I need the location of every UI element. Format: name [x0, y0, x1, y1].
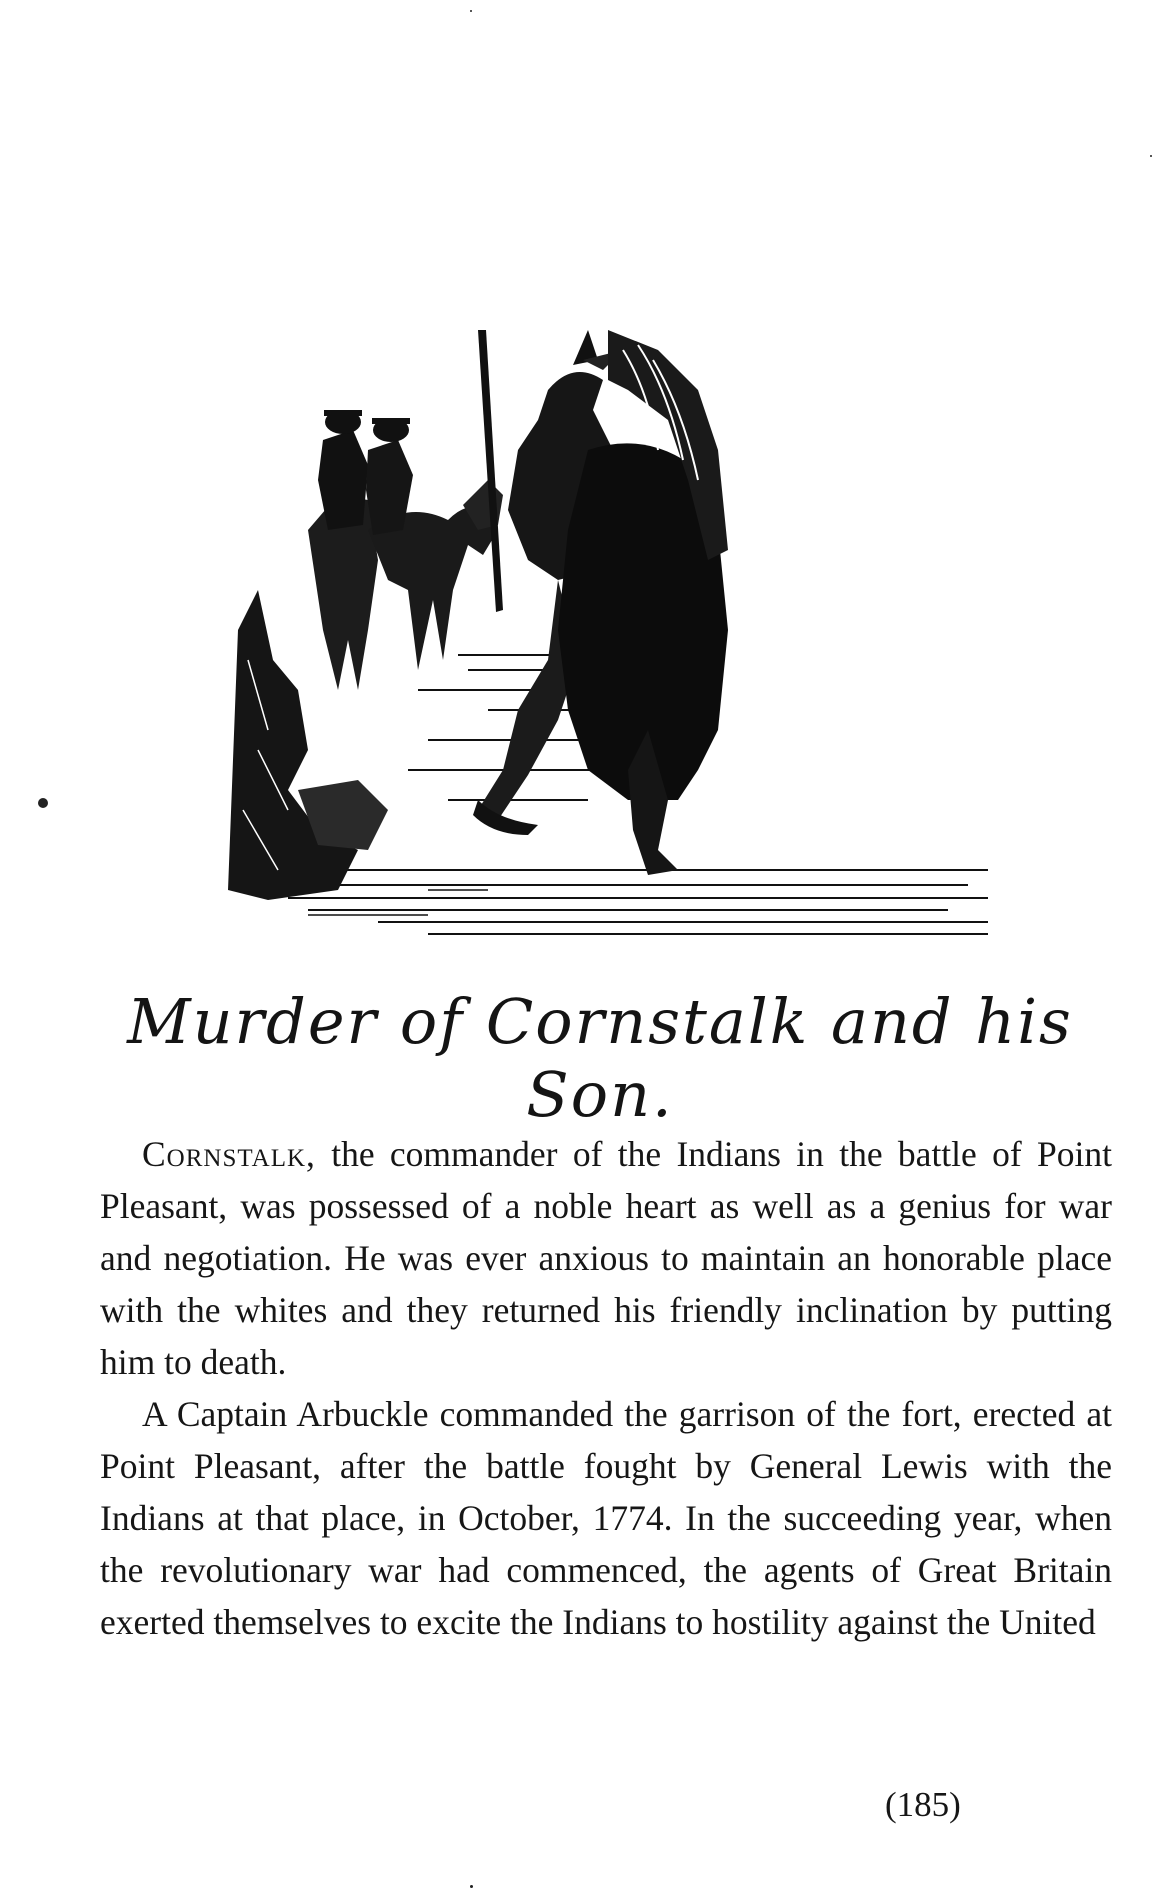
paragraph-text: A Captain Arbuckle commanded the garrison of the fort, erected at Point Pleasant, after the battle fought by General Lewis with the Indians at that place, in October, 1774. In the succeeding year, when the revolutionary war had commenced, the agents of Great Britain exerted themselves to excite the Indians to hostility against the United: [100, 1394, 1112, 1642]
lead-word: Cornstalk,: [142, 1134, 316, 1174]
paragraph-text: the commander of the Indians in the battle of Point Pleasant, was possessed of a noble heart as well as a genius for war and negotiation. He was ever anxious to maintain an honorable place with the whites and they returned his friendly inclination by putting him to death.: [100, 1134, 1112, 1382]
paragraph: [100, 1128, 1112, 1388]
print-speck: [38, 798, 48, 808]
engraving-illustration: [228, 330, 988, 950]
body-text: [100, 1128, 1112, 1648]
page-number: (185): [885, 1785, 961, 1824]
print-speck: [1150, 155, 1152, 157]
print-speck: [470, 10, 472, 12]
paragraph: [100, 1388, 1112, 1648]
chapter-title: Murder of Cornstalk and his Son.: [127, 985, 1073, 1131]
print-speck: [470, 1885, 473, 1888]
